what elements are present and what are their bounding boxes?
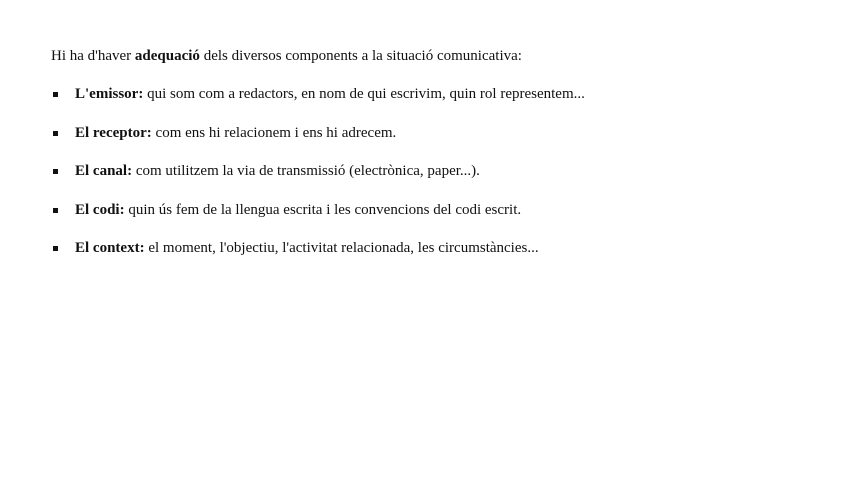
list-item-term: El receptor:: [75, 124, 152, 141]
list-item-emissor: [51, 83, 811, 105]
square-bullet-icon: [53, 169, 58, 174]
list-item-text: quin ús fem de la llengua escrita i les convencions del codi escrit.: [124, 201, 522, 218]
square-bullet-icon: [53, 92, 58, 97]
list-item-text: qui som com a redactors, en nom de qui escrivim, quin rol representem...: [143, 86, 585, 102]
list-item-receptor: [51, 122, 811, 144]
list-item-codi: [51, 199, 811, 221]
list-item-text: com utilitzem la via de transmissió (electrònica, paper...).: [132, 163, 480, 179]
intro-bold-term: adequació: [134, 48, 200, 64]
list-item-canal: [51, 160, 811, 182]
intro-text-before: Hi ha d'haver: [51, 48, 135, 64]
intro-paragraph: [51, 45, 811, 67]
square-bullet-icon: [53, 131, 58, 136]
list-item-context: [51, 237, 811, 259]
document-page: [51, 45, 811, 276]
square-bullet-icon: [53, 246, 58, 251]
list-item-term: L'emissor:: [75, 86, 144, 102]
list-item-term: El codi:: [75, 201, 125, 218]
list-item-term: El context:: [75, 240, 145, 256]
list-item-text: el moment, l'objectiu, l'activitat relacionada, les circumstàncies...: [144, 240, 539, 256]
list-item-text: com ens hi relacionem i ens hi adrecem.: [151, 124, 397, 141]
intro-text-after: dels diversos components a la situació comunicativa:: [199, 48, 522, 64]
component-list: [51, 83, 811, 259]
list-item-term: El canal:: [75, 163, 133, 179]
square-bullet-icon: [53, 208, 58, 213]
